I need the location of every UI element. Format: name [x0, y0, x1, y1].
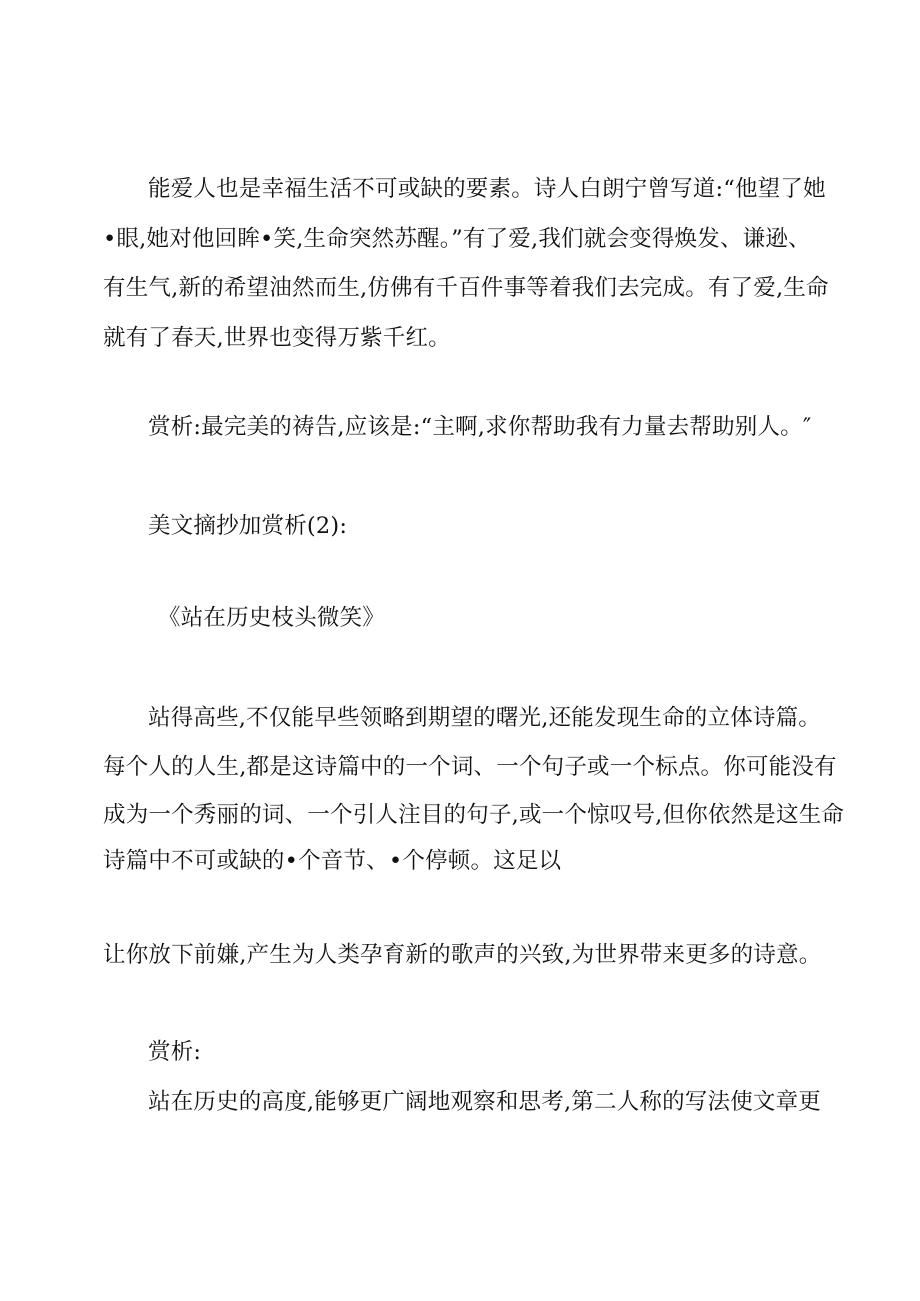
appreciation-1: 赏析:最完美的祷告,应该是:“主啊,求你帮助我有力量去帮助别人。″ [148, 414, 812, 440]
paragraph-1-line-3: 有生气,新的希望油然而生,仿佛有千百件事等着我们去完成。有了爱,生命 [103, 275, 829, 301]
appreciation-2-label: 赏析: [148, 1039, 202, 1065]
essay-title: 《站在历史枝头微笑》 [158, 605, 386, 631]
paragraph-2-line-1: 站得高些,不仅能早些领略到期望的曙光,还能发现生命的立体诗篇。 [148, 705, 822, 731]
paragraph-3: 让你放下前嫌,产生为人类孕育新的歌声的兴致,为世界带来更多的诗意。 [103, 942, 822, 968]
paragraph-1-line-2: •眼,她对他回眸•笑,生命突然苏醒。”有了爱,我们就会变得焕发、谦逊、 [103, 226, 811, 252]
paragraph-2-line-2: 每个人的人生,都是这诗篇中的一个词、一个句子或一个标点。你可能没有 [103, 754, 837, 780]
appreciation-2-text: 站在历史的高度,能够更广阔地观察和思考,第二人称的写法使文章更 [148, 1089, 822, 1115]
paragraph-2-line-3: 成为一个秀丽的词、一个引人注目的句子,或一个惊叹号,但你依然是这生命 [103, 802, 845, 828]
section-heading: 美文摘抄加赏析(2): [148, 513, 348, 539]
paragraph-2-line-4: 诗篇中不可或缺的•个音节、•个停顿。这足以 [103, 848, 562, 874]
paragraph-1-line-4: 就有了春天,世界也变得万紫千红。 [103, 325, 451, 351]
paragraph-1-line-1: 能爱人也是幸福生活不可或缺的要素。诗人白朗宁曾写道:“他望了她 [148, 176, 826, 202]
